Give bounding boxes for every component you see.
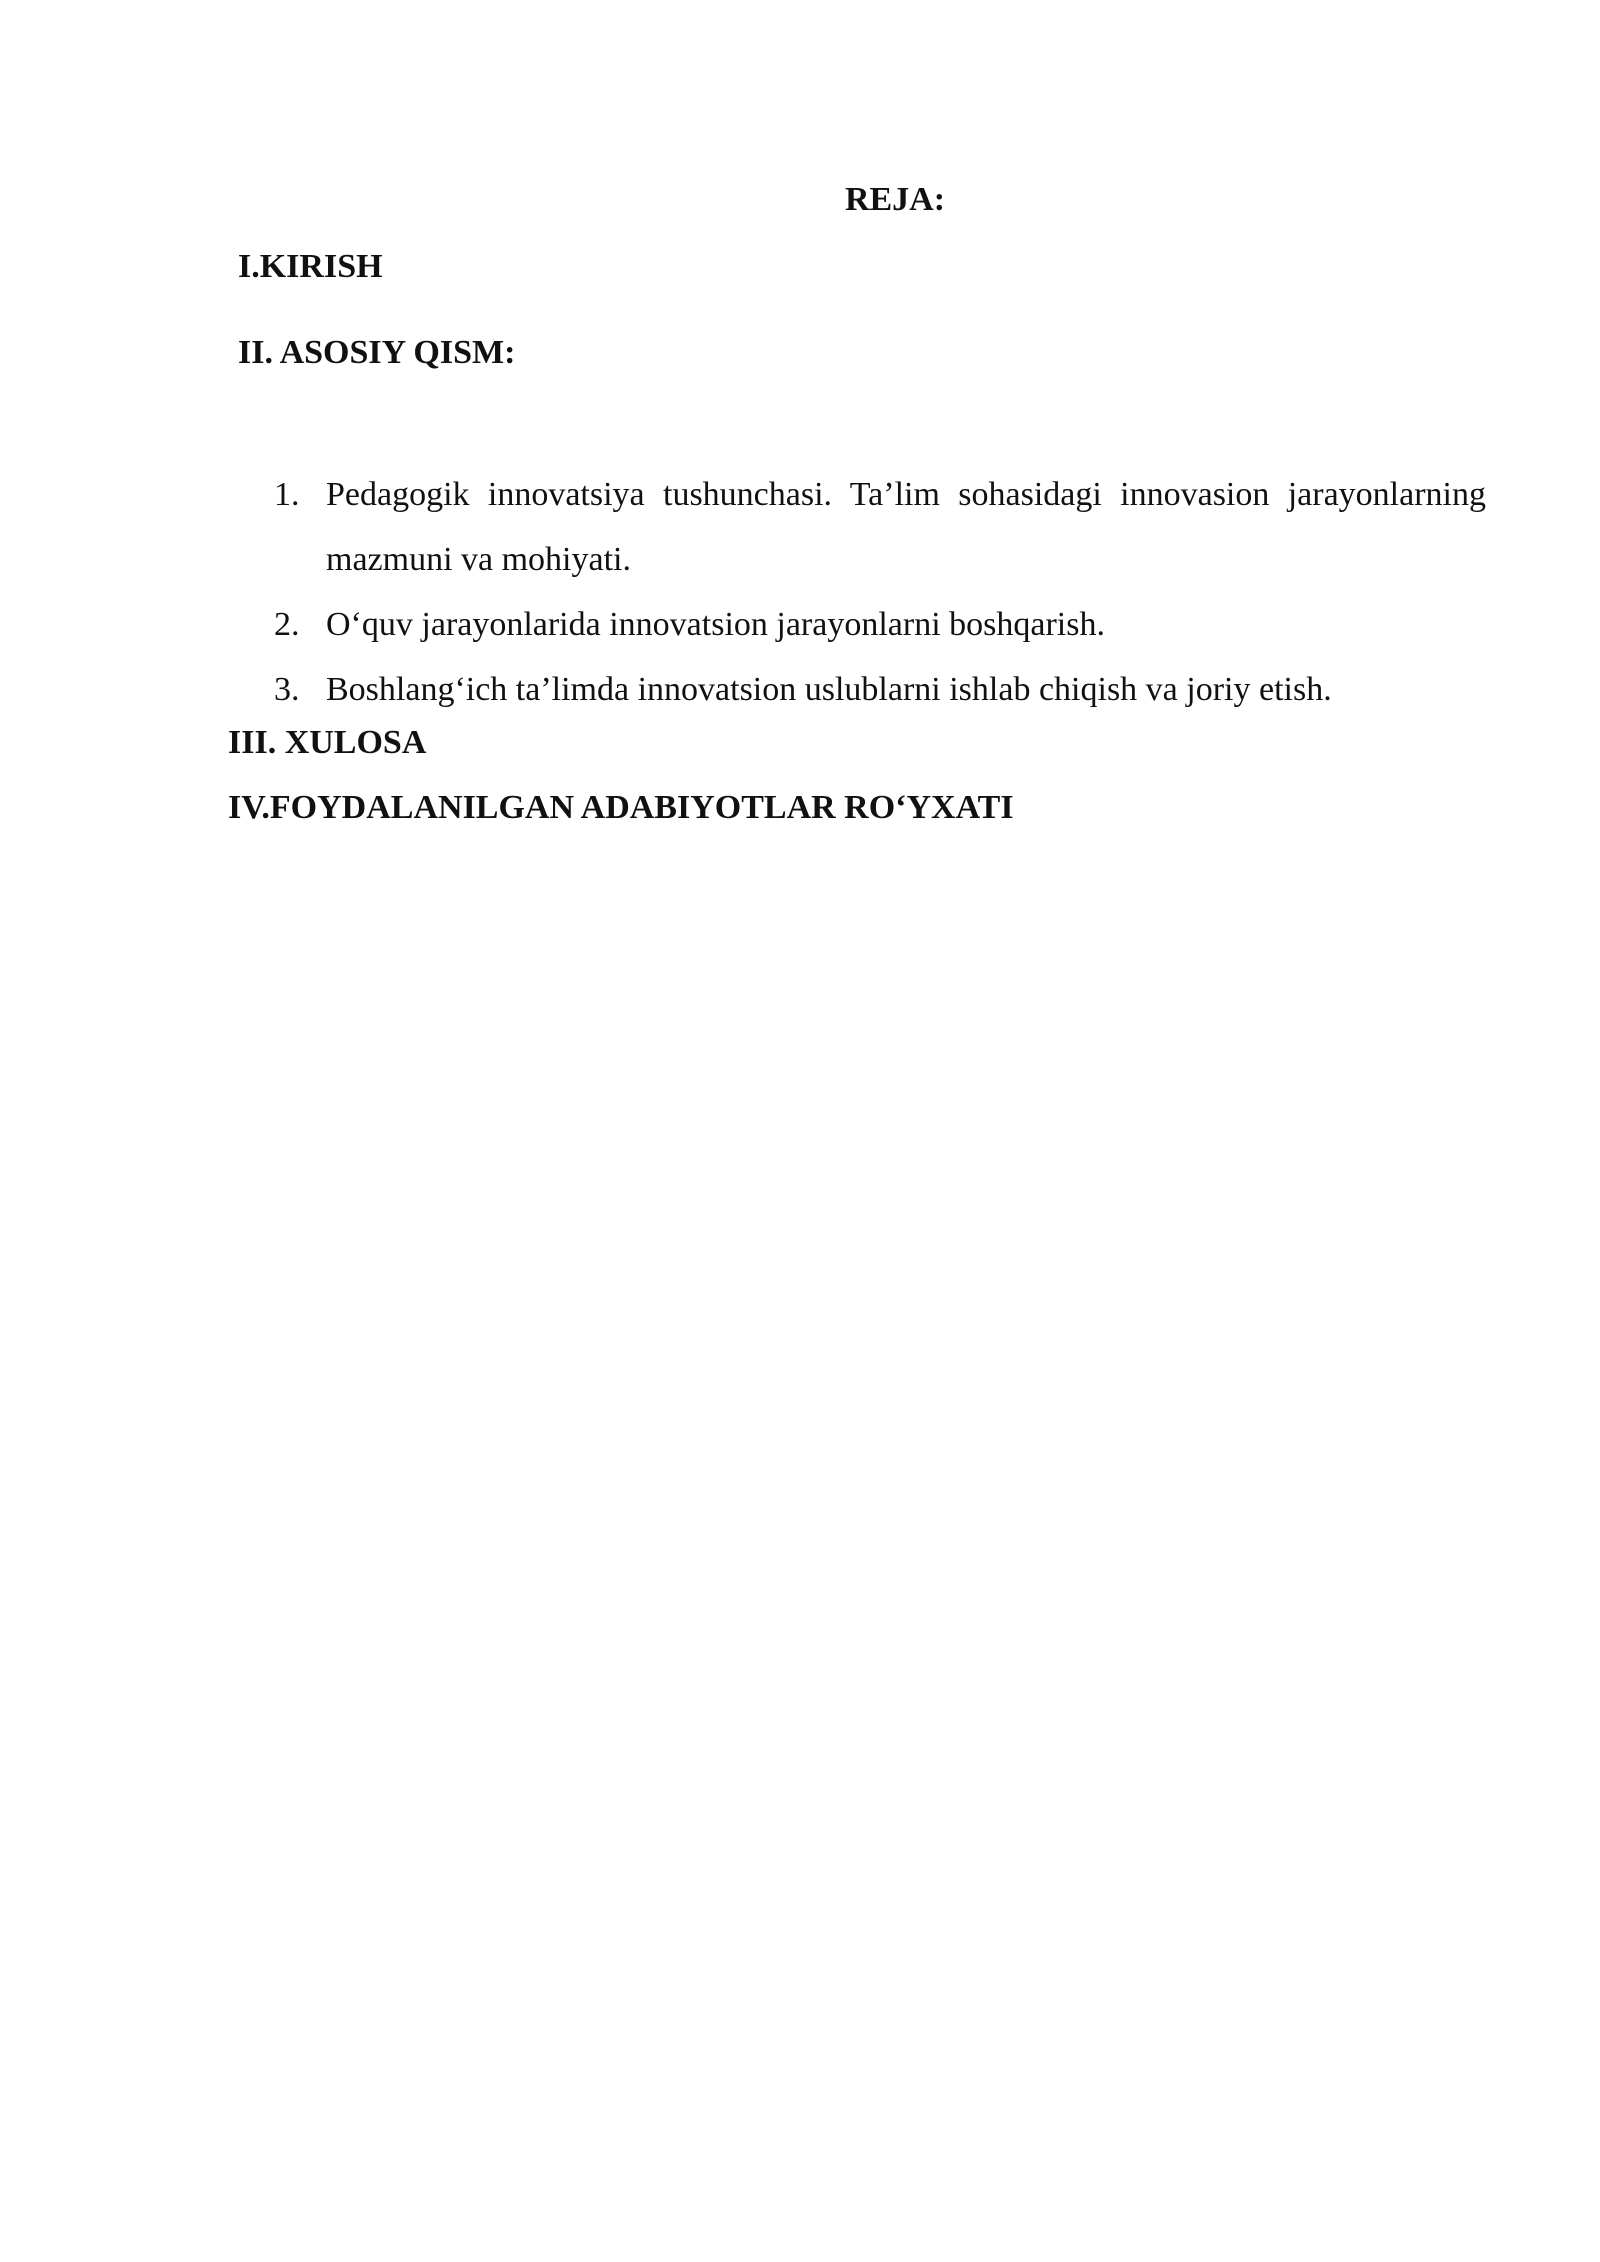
section-heading-xulosa: III. XULOSA xyxy=(228,724,427,761)
plan-item-number: 2. xyxy=(274,606,300,643)
section-heading-asosiy-qism: II. ASOSIY QISM: xyxy=(238,334,516,371)
section-heading-kirish: I.KIRISH xyxy=(238,248,383,285)
plan-list xyxy=(274,462,1486,722)
plan-list-item xyxy=(274,657,1486,722)
plan-item-text: Boshlang‘ich ta’limda innovatsion uslublarni ishlab chiqish va joriy etish. xyxy=(326,671,1332,708)
plan-list-item xyxy=(274,462,1486,592)
plan-list-item xyxy=(274,592,1486,657)
section-heading-references: IV.FOYDALANILGAN ADABIYOTLAR RO‘YXATI xyxy=(228,789,1014,826)
plan-item-text: O‘quv jarayonlarida innovatsion jarayonlarni boshqarish. xyxy=(326,606,1105,643)
page-title: REJA: xyxy=(844,181,946,218)
plan-item-text: Pedagogik innovatsiya tushunchasi. Ta’lim sohasidagi innovasion jarayonlarning mazmuni va mohiyati. xyxy=(326,476,1486,578)
plan-item-number: 3. xyxy=(274,671,300,708)
plan-item-number: 1. xyxy=(274,476,300,513)
